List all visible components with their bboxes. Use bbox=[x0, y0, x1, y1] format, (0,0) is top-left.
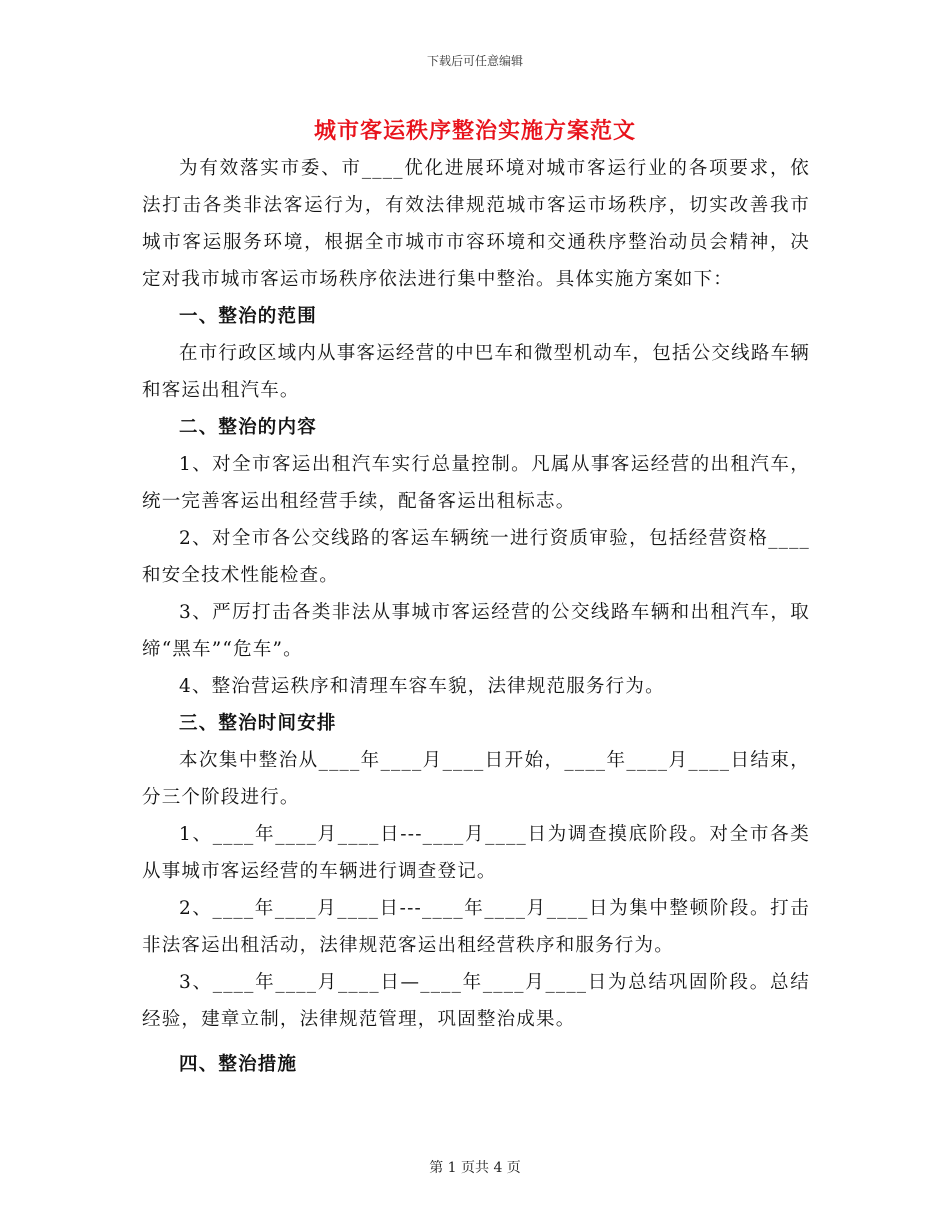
content-item: 2、对全市各公交线路的客运车辆统一进行资质审验，包括经营资格____和安全技术性能检查。 bbox=[142, 528, 810, 586]
content-item: 1、对全市客运出租汽车实行总量控制。凡属从事客运经营的出租汽车，统一完善客运出租经营手续，配备客运出租标志。 bbox=[142, 454, 810, 512]
document-body bbox=[142, 150, 810, 1083]
schedule-item: 2、____年____月____日---____年____月____日为集中整顿阶段。打击非法客运出租活动，法律规范客运出租经营秩序和服务行为。 bbox=[142, 898, 810, 956]
intro-paragraph: 为有效落实市委、市____优化进展环境对城市客运行业的各项要求，依法打击各类非法客运行为，有效法律规范城市客运市场秩序，切实改善我市城市客运服务环境，根据全市城市市容环境和交通秩序整治动员会精神，决定对我市城市客运市场秩序依法进行集中整治。具体实施方案如下： bbox=[142, 158, 810, 290]
scope-paragraph: 在市行政区域内从事客运经营的中巴车和微型机动车，包括公交线路车辆和客运出租汽车。 bbox=[142, 343, 810, 401]
schedule-item: 1、____年____月____日---____月____日为调查摸底阶段。对全市各类从事城市客运经营的车辆进行调查登记。 bbox=[142, 824, 810, 882]
content-item: 3、严厉打击各类非法从事城市客运经营的公交线路车辆和出租汽车，取缔“黑车”“危车”。 bbox=[142, 602, 810, 660]
schedule-item: 3、____年____月____日—____年____月____日为总结巩固阶段。总结经验，建章立制，法律规范管理，巩固整治成果。 bbox=[142, 972, 810, 1030]
page-header-note: 下载后可任意编辑 bbox=[426, 54, 523, 68]
content-item: 4、整治营运秩序和清理车容车貌，法律规范服务行为。 bbox=[179, 676, 665, 697]
section-heading-schedule: 三、整治时间安排 bbox=[179, 713, 337, 734]
section-heading-content: 二、整治的内容 bbox=[179, 417, 317, 438]
section-heading-scope: 一、整治的范围 bbox=[179, 306, 317, 327]
schedule-intro: 本次集中整治从____年____月____日开始，____年____月____日结束，分三个阶段进行。 bbox=[142, 750, 810, 808]
section-heading-measures: 四、整治措施 bbox=[179, 1054, 298, 1075]
document-title: 城市客运秩序整治实施方案范文 bbox=[313, 118, 636, 144]
page-number-footer: 第 1 页共 4 页 bbox=[429, 1160, 521, 1176]
